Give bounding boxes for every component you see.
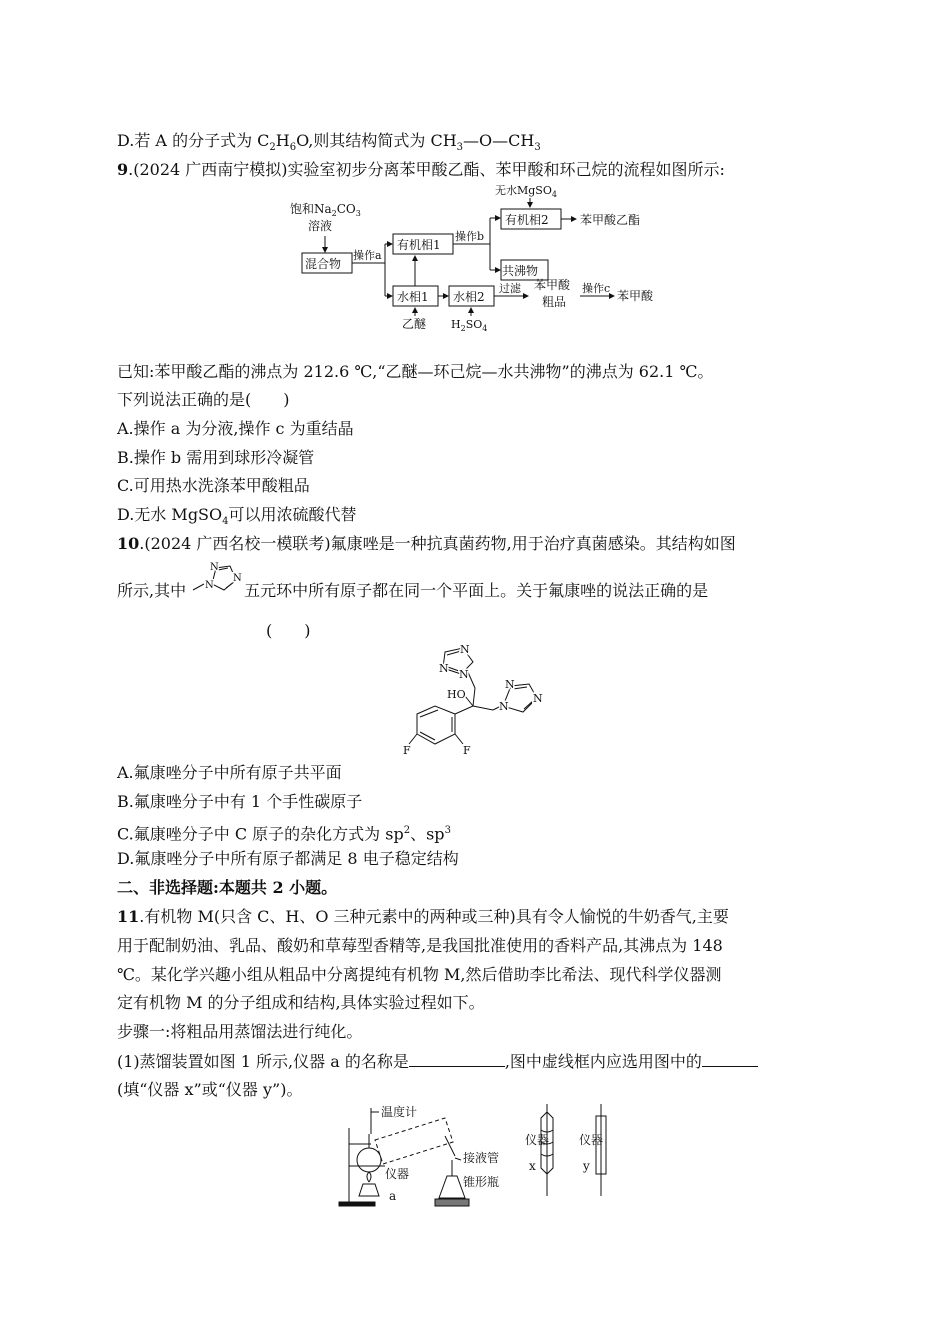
svg-text:操作a: 操作a	[353, 249, 382, 262]
q10-answer-paren: ( )	[266, 621, 311, 640]
svg-text:F: F	[403, 744, 411, 757]
q11-question1: (1)蒸馏装置如图 1 所示,仪器 a 的名称是 ,图中虚线框内应选用图中的	[117, 1050, 758, 1073]
q11-line3: ℃。某化学兴趣小组从粗品中分离提纯有机物 M,然后借助李比希法、现代科学仪器测	[117, 965, 722, 984]
q9-acid: $H_2SO_4$	[451, 318, 488, 332]
q9-ask: 下列说法正确的是( )	[117, 390, 290, 409]
q10-option-d: D.氟康唑分子中所有原子都满足 8 电子稳定结构	[117, 849, 459, 868]
q11-line1: 11.有机物 M(只含 C、H、O 三种元素中的两种或三种)具有令人愉悦的牛奶香气,主要	[117, 907, 729, 926]
svg-text:苯甲酸: 苯甲酸	[617, 289, 654, 303]
q11-line4: 定有机物 M 的分子组成和结构,具体实验过程如下。	[117, 993, 485, 1012]
svg-text:粗品: 粗品	[542, 295, 567, 309]
svg-text:y: y	[583, 1159, 590, 1173]
svg-text:苯甲酸: 苯甲酸	[534, 278, 571, 292]
svg-text:有机相1: 有机相1	[397, 238, 441, 252]
q9-option-a: A.操作 a 为分液,操作 c 为重结晶	[117, 419, 354, 438]
svg-text:N: N	[533, 692, 543, 705]
svg-text:F: F	[463, 744, 471, 757]
section-2-heading: 二、非选择题:本题共 2 小题。	[117, 878, 338, 897]
q11-step1: 步骤一:将粗品用蒸馏法进行纯化。	[117, 1022, 363, 1041]
svg-text:水相2: 水相2	[453, 290, 485, 304]
svg-text:苯甲酸乙酯: 苯甲酸乙酯	[580, 213, 641, 227]
svg-text:锥形瓶: 锥形瓶	[463, 1175, 500, 1189]
svg-text:过滤: 过滤	[499, 282, 521, 295]
svg-text:有机相2: 有机相2	[505, 213, 549, 227]
svg-text:N: N	[210, 562, 219, 573]
svg-text:仪器: 仪器	[525, 1133, 550, 1147]
svg-text:N: N	[233, 573, 242, 584]
q9-option-b: B.操作 b 需用到球形冷凝管	[117, 448, 315, 467]
svg-text:N: N	[459, 668, 469, 681]
q8-option-d: D.若 A 的分子式为 $C_2H_6O$,则其结构简式为 $CH_3—O—CH_3$	[117, 131, 541, 154]
distillation-apparatus-figure	[335, 1100, 625, 1210]
svg-text:混合物: 混合物	[305, 257, 342, 271]
q10-option-a: A.氟康唑分子中所有原子共平面	[117, 763, 342, 782]
q9-reagent1: 饱和$Na_2CO_3$	[290, 202, 361, 218]
q10-stem: 10.(2024 广西名校一模联考)氟康唑是一种抗真菌药物,用于治疗真菌感染。其结构如图	[117, 534, 736, 553]
q10-option-b: B.氟康唑分子中有 1 个手性碳原子	[117, 792, 363, 811]
svg-text:x: x	[529, 1159, 536, 1173]
svg-text:N: N	[499, 700, 509, 713]
triazole-fragment	[190, 556, 248, 600]
svg-text:温度计: 温度计	[381, 1105, 418, 1119]
svg-text:操作c: 操作c	[582, 282, 611, 295]
q9-option-c: C.可用热水洗涤苯甲酸粗品	[117, 476, 310, 495]
q9-drying: 无水MgSO$_4$	[495, 184, 557, 199]
q9-reagent1-line2: 溶液	[308, 219, 333, 233]
svg-text:水相1: 水相1	[397, 290, 429, 304]
svg-text:N: N	[439, 662, 449, 675]
svg-text:N: N	[205, 580, 214, 591]
svg-text:N: N	[460, 643, 470, 656]
svg-text:N: N	[505, 678, 515, 691]
svg-text:乙醚: 乙醚	[402, 317, 427, 331]
q9-stem: 9.(2024 广西南宁模拟)实验室初步分离苯甲酸乙酯、苯甲酸和环己烷的流程如图所示:	[117, 160, 725, 179]
q9-flow-diagram	[280, 182, 700, 332]
q9-option-d: D.无水 MgSO$_4$可以用浓硫酸代替	[117, 505, 357, 528]
q10-stem-line2: 所示,其中 五元环中所有原子都在同一个平面上。关于氟康唑的说法正确的是	[117, 581, 709, 600]
svg-text:HO: HO	[447, 688, 466, 701]
svg-text:仪器: 仪器	[385, 1167, 410, 1181]
answer-blank-2[interactable]	[702, 1050, 758, 1067]
svg-text:仪器: 仪器	[579, 1133, 604, 1147]
q11-line2: 用于配制奶油、乳品、酸奶和草莓型香精等,是我国批准使用的香料产品,其沸点为 148	[117, 936, 723, 955]
fluconazole-structure	[395, 640, 575, 760]
answer-blank-1[interactable]	[409, 1050, 505, 1067]
svg-text:a: a	[389, 1189, 397, 1203]
svg-text:接液管: 接液管	[463, 1151, 500, 1165]
svg-text:共沸物: 共沸物	[502, 264, 539, 278]
svg-text:操作b: 操作b	[455, 230, 485, 243]
q11-question1-line2: (填“仪器 x”或“仪器 y”)。	[117, 1080, 303, 1099]
q10-option-c: C.氟康唑分子中 C 原子的杂化方式为 $sp^2$、$sp^3$	[117, 824, 451, 844]
q9-known: 已知:苯甲酸乙酯的沸点为 212.6 ℃,“乙醚—环己烷—水共沸物”的沸点为 62.1 ℃。	[117, 362, 714, 381]
